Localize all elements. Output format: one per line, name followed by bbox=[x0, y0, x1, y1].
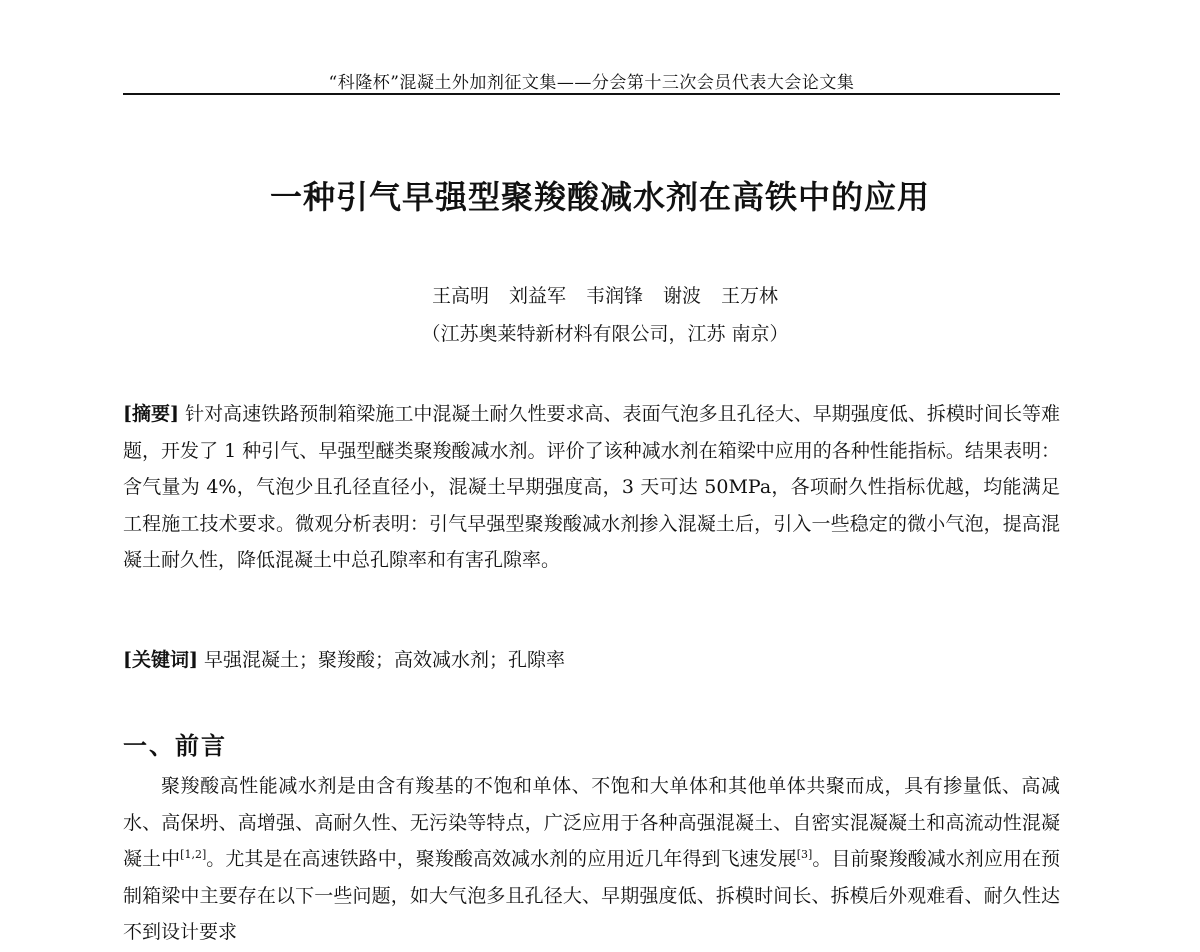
author-name: 王高明 bbox=[431, 285, 489, 307]
keywords-label: [关键词] bbox=[123, 649, 198, 671]
keywords bbox=[123, 645, 1060, 672]
author-name: 韦润锋 bbox=[585, 285, 643, 307]
section-paragraph bbox=[123, 768, 1060, 951]
paragraph-text: 。尤其是在高速铁路中，聚羧酸高效减水剂的应用近几年得到飞速发展 bbox=[206, 848, 797, 870]
running-header: “科隆杯”混凝土外加剂征文集——分会第十三次会员代表大会论文集 bbox=[328, 73, 855, 93]
author-name: 刘益军 bbox=[508, 285, 566, 307]
paper-title: 一种引气早强型聚羧酸减水剂在高铁中的应用 bbox=[269, 178, 930, 216]
abstract-text: 针对高速铁路预制箱梁施工中混凝土耐久性要求高、表面气泡多且孔径大、早期强度低、拆模时间长等难题，开发了 1 种引气、早强型醚类聚羧酸减水剂。评价了该种减水剂在箱梁中应用的各种性能指标。结果表明：含气量为 4%，气泡少且孔径直径小，混凝土早期强度高，3 天可达 50MPa，各项耐久性指标优越，均能满足工程施工技术要求。微观分析表明：引气早强型聚羧酸减水剂掺入混凝土后，引入一些稳定的微小气泡，提高混凝土耐久性，降低混凝土中总孔隙率和有害孔隙率。 bbox=[123, 403, 1060, 571]
author-list bbox=[100, 281, 1110, 308]
abstract bbox=[123, 396, 1060, 579]
header-rule bbox=[123, 93, 1060, 95]
author-name: 王万林 bbox=[721, 285, 779, 307]
citation-ref: [3] bbox=[796, 848, 813, 861]
paragraph-text: 聚羧酸高性能减水剂是由含有羧基的不饱和单体、不饱和大单体和其他单体共聚而成，具有掺量低、高减水、高保坍、高增强、高耐久性、无污染等特点，广泛应用于各种高强混凝土、自密实混凝凝土和高流动性混凝凝土中 bbox=[123, 775, 1060, 870]
author-name: 谢波 bbox=[663, 285, 702, 307]
keywords-text: 早强混凝土；聚羧酸；高效减水剂；孔隙率 bbox=[204, 649, 566, 671]
paragraph-text: 。目前聚羧酸减水剂应用在预制箱梁中主要存在以下一些问题，如大气泡多且孔径大、早期强度低、拆模时间长、拆模后外观难看、耐久性达不到设计要求 bbox=[123, 848, 1060, 943]
abstract-label: [摘要] bbox=[123, 403, 180, 425]
affiliation: （江苏奥莱特新材料有限公司，江苏 南京） bbox=[421, 323, 789, 345]
citation-ref: [1,2] bbox=[180, 848, 207, 861]
section-heading: 一、前言 bbox=[123, 732, 227, 760]
